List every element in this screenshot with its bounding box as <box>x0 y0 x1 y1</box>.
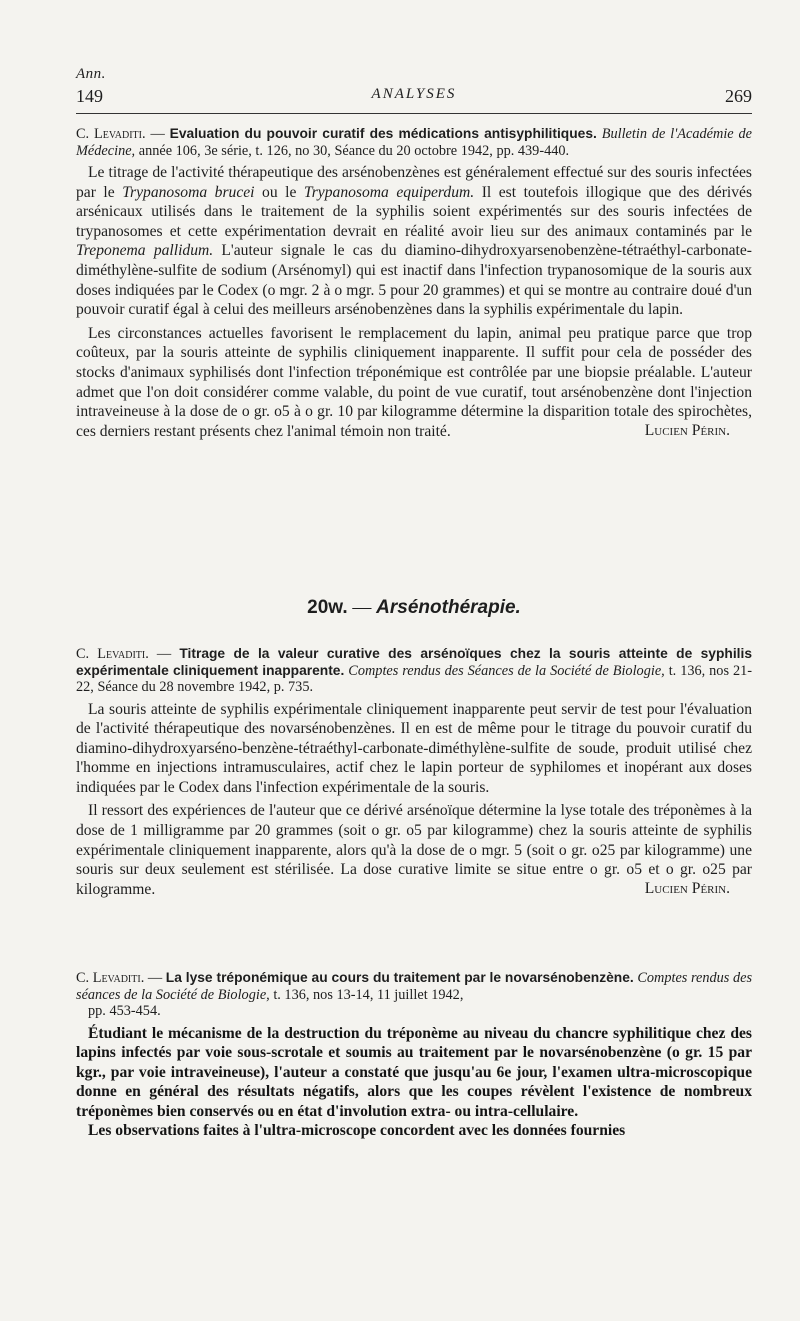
text-run: La souris atteinte de syphilis expérimentale cliniquement inapparente peut servir de test pour l'évaluation de l'activité thérapeutique des novarsénobenzènes. Il en est de même pour le titrage du pouvoir curatif du diamino-dihydroxyarséno-benzène-tétraéthyl-carbonate-diméthylène-sulfite de soude, produit utilisé chez l'homme en injections intramusculaires, actif chez le lapin porteur de syphilomes et inopérant aux doses indiquées par le Codex dans l'infection expérimentale de la souris. <box>76 700 752 796</box>
article-details: année 106, 3e série, t. 126, no 30, Séance du 20 octobre 1942, pp. 439-440. <box>138 142 570 159</box>
text-run: Il ressort des expériences de l'auteur que ce dérivé arsénoïque détermine la lyse totale des tréponèmes à la dose de 1 milligramme par 20 grammes (soit o gr. o5 par kilogramme) chez la souris atteinte de syphilis expérimentale cliniquement inapparente, alors qu'à la dose de o mgr. 5 (soit o gr. o25 par kilogramme) une souris sur deux seulement est stérilisée. La dose curative limite se situe entre o gr. o5 et o gr. o25 par kilogramme. <box>76 802 752 898</box>
header-rule <box>76 113 752 114</box>
text-run: Les circonstances actuelles favorisent le remplacement du lapin, animal peu pratique parce que trop coûteux, par la souris atteinte de syphilis cliniquement inapparente. Il suffit pour cela de posséder des stocks d'animaux syphilisés dont l'infection tréponémique est contrôlée par une biopsie préalable. L'auteur admet que l'on doit considérer comme valable, du point de vue curatif, tout arsénobenzène dont l'injection intraveineuse à la dose de o gr. o5 à o gr. 10 par kilogramme détermine la disparition totale des spirochètes, ces derniers restant présents chez l'animal témoin non traité. <box>76 324 752 440</box>
paragraph <box>76 163 752 320</box>
text-run: Étudiant le mécanisme de la destruction du tréponème au niveau du chancre syphilitique chez des lapins infectés par voie sous-scrotale et soumis au traitement par le novarsénobenzène (o gr. 15 par kgr., par voie intraveineuse), l'auteur a constaté que jusqu'au 6e jour, l'examen ultra-microscopique donne en général des résultats négatifs, alors que les coupes révèlent l'existence de nombreux tréponèmes bien conservés ou en état d'involution extra- ou intra-cellulaire. <box>76 1024 752 1120</box>
signature-line <box>76 879 752 899</box>
paragraph <box>76 700 752 798</box>
article-title: La lyse tréponémique au cours du traitement par le novarsénobenzène. <box>165 970 634 985</box>
volume-number: 149 <box>76 86 103 106</box>
journal-abbrev: Ann. <box>76 66 106 82</box>
species-name: Trypanosoma equiperdum. <box>303 183 475 201</box>
species-name: Trypanosoma brucei <box>122 183 255 201</box>
signature: Lucien Périn. <box>644 422 730 440</box>
article-details: t. 136, nos 13-14, 11 juillet 1942, <box>273 986 464 1003</box>
species-name: Treponema pallidum. <box>76 242 214 260</box>
article-source: Bulletin de l'Académie de Médecine, <box>76 126 753 159</box>
article-author: C. Levaditi. <box>76 646 149 662</box>
article-author: C. Levaditi. <box>76 970 145 986</box>
article-source: Comptes rendus des séances de la Société de Biologie, <box>76 970 753 1003</box>
page-number: 269 <box>725 86 752 106</box>
article-reference <box>76 126 752 159</box>
dash: — <box>147 970 163 986</box>
text-run: L'auteur signale le cas du diamino-dihydroxyarsenobenzène-tétraéthyl-carbonate-diméthylène-sulfite de sodium (Arsénomyl) qui est inactif dans l'infection trypanosomique de la souris aux doses indiquées par le Codex (o mgr. 2 à o mgr. 5 pour 20 grammes) et qui se montre au contraire doué d'un pouvoir curatif égal à celui des meilleurs arsénobenzènes dans la syphilis expérimentale du lapin. <box>76 242 752 319</box>
article-source: Comptes rendus des Séances de la Société de Biologie, <box>348 662 665 679</box>
article-2 <box>76 646 752 899</box>
article-1 <box>76 126 752 441</box>
text-run: ou le <box>254 183 304 201</box>
text-run: Les observations faites à l'ultra-microscope concordent avec les données fournies <box>88 1122 626 1140</box>
header-title: ANALYSES <box>371 86 457 102</box>
section-number: 20w. <box>307 597 348 618</box>
article-pages: pp. 453-454. <box>88 1003 161 1019</box>
article-3 <box>76 970 752 1141</box>
article-author: C. Levaditi. <box>76 126 146 142</box>
article-details: t. 136, nos 21-22, Séance du 28 novembre 1942, p. 735. <box>76 662 753 695</box>
article-title: Titrage de la valeur curative des arsénoïques chez la souris atteinte de syphilis expérimentale cliniquement inapparente. <box>76 646 752 678</box>
section-name: Arsénothérapie. <box>376 597 521 618</box>
article-reference <box>76 646 752 696</box>
paragraph <box>76 1121 752 1141</box>
text-run: Le titrage de l'activité thérapeutique des arsénobenzènes est généralement effectué sur des souris infectées par le <box>76 164 752 201</box>
dash: — <box>156 646 172 662</box>
running-header <box>76 60 752 110</box>
paragraph <box>76 1024 752 1122</box>
signature: Lucien Périn. <box>644 880 730 898</box>
dash: — <box>150 126 165 142</box>
section-heading <box>76 597 752 619</box>
text-run: Il est toutefois illogique que des dérivés arsénicaux utilisés dans le traitement de la syphilis soient expérimentés sur des souris infectées de trypanosomes et cette expérimentation devrait en réalité avoir lieu sur des animaux contaminés par le <box>76 183 753 240</box>
article-title: Evaluation du pouvoir curatif des médications antisyphilitiques. <box>169 126 597 141</box>
section-dash: — <box>352 597 372 618</box>
article-reference <box>76 970 752 1020</box>
